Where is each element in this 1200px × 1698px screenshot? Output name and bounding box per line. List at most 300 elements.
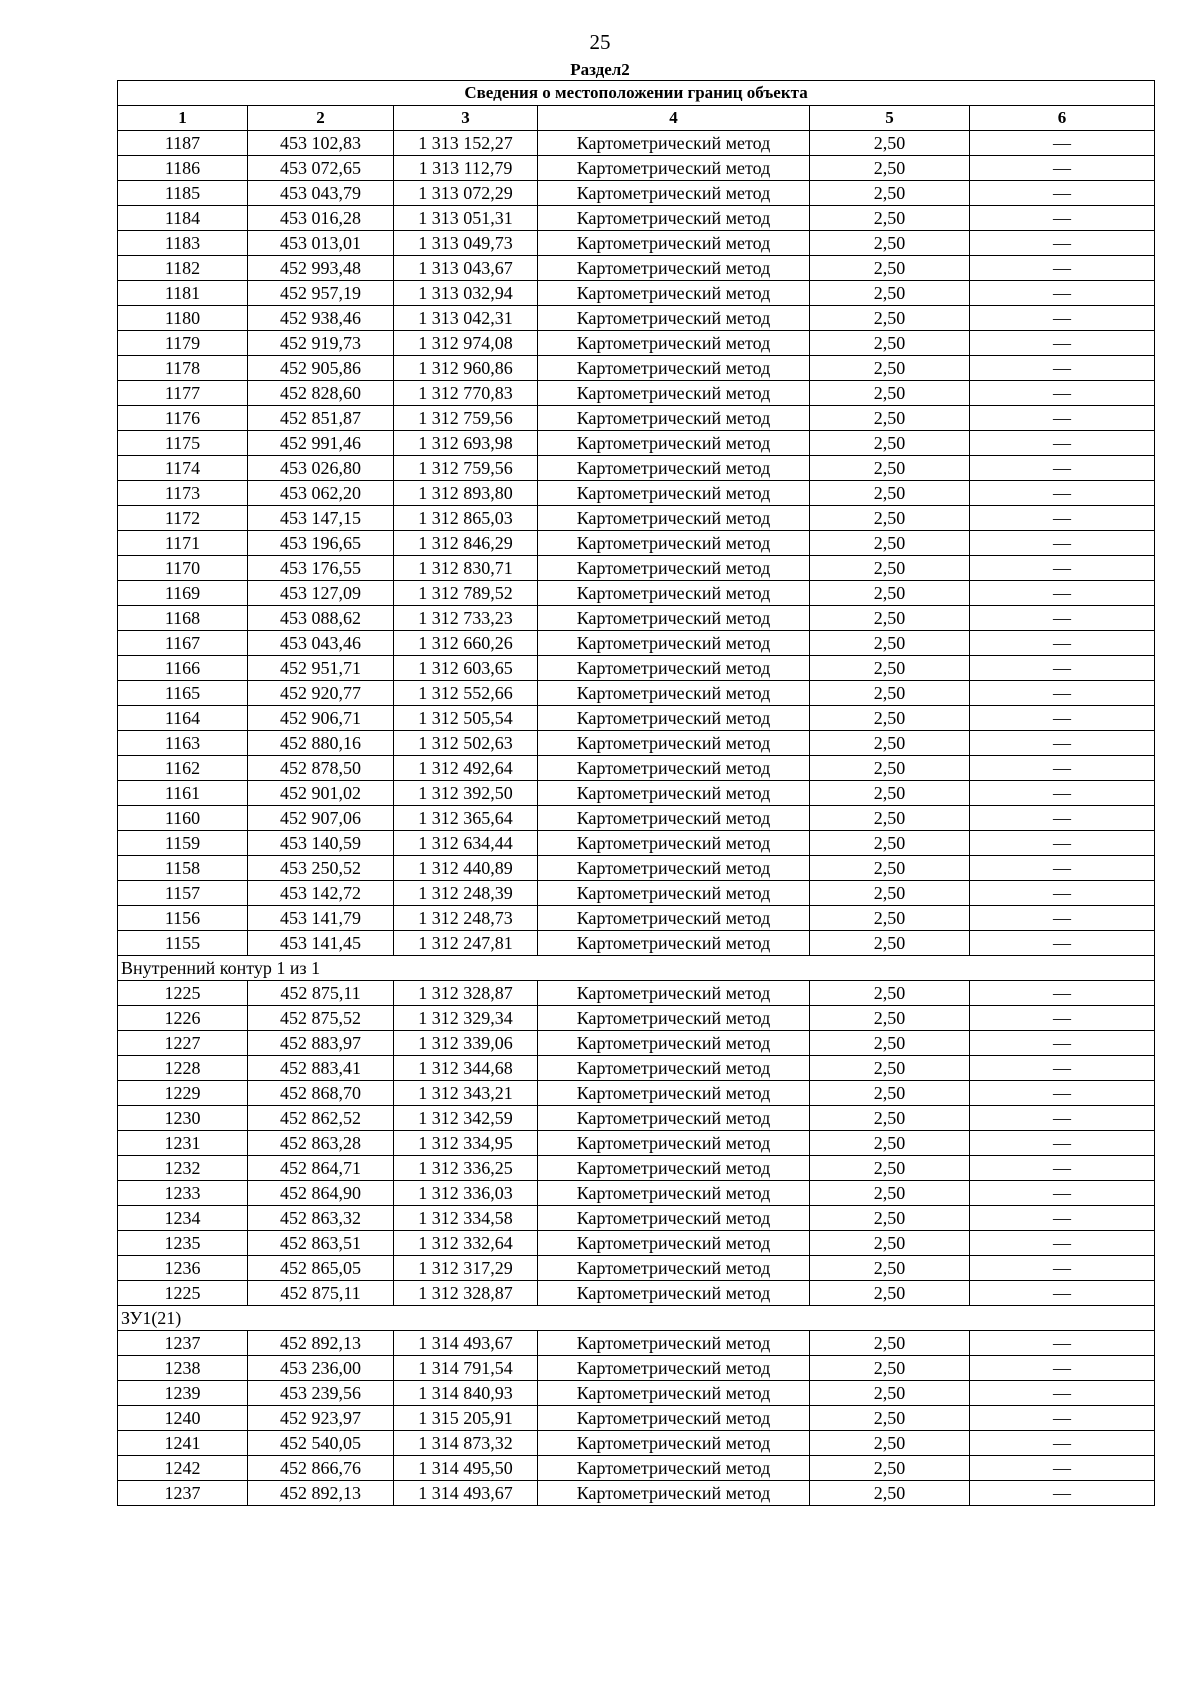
table-cell-col-1: 1226 [118, 1006, 248, 1031]
table-cell-col-5: 2,50 [810, 431, 970, 456]
table-caption-row [118, 81, 1155, 106]
table-cell-col-5: 2,50 [810, 831, 970, 856]
table-cell-col-6: — [970, 606, 1155, 631]
table-cell-col-5: 2,50 [810, 1231, 970, 1256]
table-cell-col-4: Картометрический метод [538, 1056, 810, 1081]
table-cell-col-6: — [970, 931, 1155, 956]
column-number: 3 [394, 106, 538, 131]
table-cell-col-3: 1 314 495,50 [394, 1456, 538, 1481]
table-cell-col-6: — [970, 1356, 1155, 1381]
table-cell-col-2: 453 141,79 [248, 906, 394, 931]
table-cell-col-5: 2,50 [810, 306, 970, 331]
contour-subtitle-row [118, 1306, 1155, 1331]
table-cell-col-3: 1 312 332,64 [394, 1231, 538, 1256]
table-row [118, 231, 1155, 256]
table-cell-col-2: 453 239,56 [248, 1381, 394, 1406]
table-cell-col-2: 453 196,65 [248, 531, 394, 556]
table-cell-col-5: 2,50 [810, 356, 970, 381]
table-row [118, 931, 1155, 956]
table-cell-col-5: 2,50 [810, 656, 970, 681]
table-cell-col-3: 1 312 770,83 [394, 381, 538, 406]
table-cell-col-1: 1163 [118, 731, 248, 756]
table-cell-col-3: 1 313 072,29 [394, 181, 538, 206]
table-cell-col-5: 2,50 [810, 1006, 970, 1031]
table-row [118, 456, 1155, 481]
table-row [118, 881, 1155, 906]
table-cell-col-2: 452 828,60 [248, 381, 394, 406]
table-cell-col-1: 1180 [118, 306, 248, 331]
table-cell-col-5: 2,50 [810, 1356, 970, 1381]
table-cell-col-6: — [970, 181, 1155, 206]
table-cell-col-2: 452 906,71 [248, 706, 394, 731]
table-cell-col-2: 453 140,59 [248, 831, 394, 856]
table-row [118, 1156, 1155, 1181]
table-cell-col-6: — [970, 256, 1155, 281]
table-cell-col-6: — [970, 681, 1155, 706]
table-cell-col-6: — [970, 1231, 1155, 1256]
table-cell-col-3: 1 313 049,73 [394, 231, 538, 256]
table-cell-col-6: — [970, 1006, 1155, 1031]
table-cell-col-2: 452 957,19 [248, 281, 394, 306]
table-cell-col-5: 2,50 [810, 281, 970, 306]
table-cell-col-2: 453 142,72 [248, 881, 394, 906]
table-cell-col-4: Картометрический метод [538, 306, 810, 331]
table-cell-col-3: 1 312 248,73 [394, 906, 538, 931]
table-cell-col-3: 1 313 051,31 [394, 206, 538, 231]
table-cell-col-1: 1239 [118, 1381, 248, 1406]
table-cell-col-3: 1 312 317,29 [394, 1256, 538, 1281]
table-cell-col-5: 2,50 [810, 1156, 970, 1181]
table-cell-col-3: 1 312 336,03 [394, 1181, 538, 1206]
table-cell-col-2: 453 102,83 [248, 131, 394, 156]
table-cell-col-5: 2,50 [810, 156, 970, 181]
table-row [118, 431, 1155, 456]
column-number: 5 [810, 106, 970, 131]
table-cell-col-2: 452 868,70 [248, 1081, 394, 1106]
table-row [118, 206, 1155, 231]
table-cell-col-4: Картометрический метод [538, 1331, 810, 1356]
table-cell-col-5: 2,50 [810, 1206, 970, 1231]
table-cell-col-6: — [970, 1381, 1155, 1406]
table-cell-col-3: 1 312 343,21 [394, 1081, 538, 1106]
table-cell-col-5: 2,50 [810, 981, 970, 1006]
table-cell-col-1: 1229 [118, 1081, 248, 1106]
table-cell-col-3: 1 312 505,54 [394, 706, 538, 731]
table-cell-col-4: Картометрический метод [538, 131, 810, 156]
table-cell-col-6: — [970, 656, 1155, 681]
table-cell-col-5: 2,50 [810, 1481, 970, 1506]
table-cell-col-4: Картометрический метод [538, 1106, 810, 1131]
table-cell-col-1: 1170 [118, 556, 248, 581]
table-cell-col-4: Картометрический метод [538, 906, 810, 931]
table-cell-col-6: — [970, 806, 1155, 831]
table-cell-col-6: — [970, 1181, 1155, 1206]
table-cell-col-6: — [970, 856, 1155, 881]
table-row [118, 406, 1155, 431]
table-cell-col-4: Картометрический метод [538, 1381, 810, 1406]
table-cell-col-4: Картометрический метод [538, 1406, 810, 1431]
table-cell-col-5: 2,50 [810, 906, 970, 931]
column-number: 4 [538, 106, 810, 131]
table-cell-col-3: 1 312 440,89 [394, 856, 538, 881]
table-cell-col-4: Картометрический метод [538, 381, 810, 406]
table-cell-col-6: — [970, 631, 1155, 656]
table-cell-col-1: 1235 [118, 1231, 248, 1256]
table-row [118, 1356, 1155, 1381]
table-cell-col-3: 1 312 893,80 [394, 481, 538, 506]
table-cell-col-4: Картометрический метод [538, 931, 810, 956]
table-cell-col-1: 1157 [118, 881, 248, 906]
table-cell-col-4: Картометрический метод [538, 831, 810, 856]
table-cell-col-4: Картометрический метод [538, 156, 810, 181]
boundary-coordinates-table [117, 80, 1155, 1506]
table-cell-col-3: 1 314 873,32 [394, 1431, 538, 1456]
table-row [118, 731, 1155, 756]
table-cell-col-6: — [970, 1106, 1155, 1131]
table-cell-col-3: 1 312 502,63 [394, 731, 538, 756]
table-cell-col-4: Картометрический метод [538, 1456, 810, 1481]
table-cell-col-4: Картометрический метод [538, 281, 810, 306]
table-row [118, 581, 1155, 606]
table-cell-col-1: 1236 [118, 1256, 248, 1281]
table-cell-col-5: 2,50 [810, 1031, 970, 1056]
table-cell-col-2: 453 072,65 [248, 156, 394, 181]
table-cell-col-1: 1237 [118, 1331, 248, 1356]
table-cell-col-3: 1 312 336,25 [394, 1156, 538, 1181]
table-cell-col-1: 1225 [118, 981, 248, 1006]
table-cell-col-6: — [970, 331, 1155, 356]
table-cell-col-4: Картометрический метод [538, 881, 810, 906]
table-cell-col-3: 1 312 329,34 [394, 1006, 538, 1031]
table-caption: Сведения о местоположении границ объекта [118, 81, 1155, 106]
table-cell-col-2: 453 147,15 [248, 506, 394, 531]
table-cell-col-4: Картометрический метод [538, 231, 810, 256]
table-cell-col-1: 1242 [118, 1456, 248, 1481]
column-number: 1 [118, 106, 248, 131]
table-cell-col-2: 452 919,73 [248, 331, 394, 356]
table-cell-col-4: Картометрический метод [538, 456, 810, 481]
table-cell-col-2: 452 951,71 [248, 656, 394, 681]
table-cell-col-4: Картометрический метод [538, 631, 810, 656]
table-cell-col-3: 1 313 152,27 [394, 131, 538, 156]
table-cell-col-6: — [970, 1206, 1155, 1231]
table-cell-col-2: 452 901,02 [248, 781, 394, 806]
table-cell-col-5: 2,50 [810, 806, 970, 831]
table-cell-col-1: 1240 [118, 1406, 248, 1431]
table-cell-col-4: Картометрический метод [538, 256, 810, 281]
table-cell-col-3: 1 312 492,64 [394, 756, 538, 781]
table-cell-col-5: 2,50 [810, 1131, 970, 1156]
table-cell-col-4: Картометрический метод [538, 506, 810, 531]
table-cell-col-5: 2,50 [810, 506, 970, 531]
table-cell-col-6: — [970, 356, 1155, 381]
table-cell-col-1: 1173 [118, 481, 248, 506]
table-cell-col-4: Картометрический метод [538, 656, 810, 681]
table-cell-col-1: 1178 [118, 356, 248, 381]
table-cell-col-5: 2,50 [810, 456, 970, 481]
table-cell-col-2: 452 863,51 [248, 1231, 394, 1256]
table-cell-col-6: — [970, 731, 1155, 756]
table-cell-col-5: 2,50 [810, 556, 970, 581]
table-cell-col-6: — [970, 456, 1155, 481]
table-cell-col-1: 1233 [118, 1181, 248, 1206]
column-numbers-row [118, 106, 1155, 131]
table-cell-col-3: 1 312 634,44 [394, 831, 538, 856]
table-cell-col-3: 1 312 830,71 [394, 556, 538, 581]
table-cell-col-5: 2,50 [810, 256, 970, 281]
page-number: 25 [589, 30, 611, 54]
table-cell-col-1: 1171 [118, 531, 248, 556]
table-cell-col-5: 2,50 [810, 1331, 970, 1356]
table-cell-col-5: 2,50 [810, 1431, 970, 1456]
table-cell-col-3: 1 312 759,56 [394, 406, 538, 431]
table-cell-col-6: — [970, 1481, 1155, 1506]
table-cell-col-5: 2,50 [810, 1081, 970, 1106]
table-cell-col-6: — [970, 981, 1155, 1006]
table-cell-col-1: 1179 [118, 331, 248, 356]
table-cell-col-3: 1 312 552,66 [394, 681, 538, 706]
table-cell-col-2: 452 865,05 [248, 1256, 394, 1281]
table-cell-col-1: 1176 [118, 406, 248, 431]
table-cell-col-5: 2,50 [810, 631, 970, 656]
table-row [118, 781, 1155, 806]
table-cell-col-4: Картометрический метод [538, 731, 810, 756]
table-body [118, 131, 1155, 1506]
table-cell-col-6: — [970, 481, 1155, 506]
section-title: Раздел2 [570, 60, 630, 79]
table-row [118, 181, 1155, 206]
table-cell-col-1: 1168 [118, 606, 248, 631]
table-cell-col-2: 453 043,79 [248, 181, 394, 206]
table-cell-col-2: 452 875,52 [248, 1006, 394, 1031]
table-cell-col-2: 453 127,09 [248, 581, 394, 606]
table-cell-col-4: Картометрический метод [538, 581, 810, 606]
table-cell-col-5: 2,50 [810, 1256, 970, 1281]
table-cell-col-1: 1182 [118, 256, 248, 281]
table-cell-col-6: — [970, 531, 1155, 556]
table-cell-col-2: 452 864,71 [248, 1156, 394, 1181]
table-cell-col-4: Картометрический метод [538, 606, 810, 631]
table-cell-col-5: 2,50 [810, 581, 970, 606]
contour-subtitle-row [118, 956, 1155, 981]
table-cell-col-5: 2,50 [810, 1456, 970, 1481]
table-cell-col-4: Картометрический метод [538, 356, 810, 381]
table-cell-col-4: Картометрический метод [538, 1231, 810, 1256]
table-row [118, 1081, 1155, 1106]
table-cell-col-3: 1 312 974,08 [394, 331, 538, 356]
table-cell-col-4: Картометрический метод [538, 1181, 810, 1206]
table-cell-col-3: 1 312 334,58 [394, 1206, 538, 1231]
table-cell-col-3: 1 312 865,03 [394, 506, 538, 531]
table-cell-col-6: — [970, 581, 1155, 606]
table-cell-col-2: 452 993,48 [248, 256, 394, 281]
table-cell-col-3: 1 312 603,65 [394, 656, 538, 681]
table-cell-col-4: Картометрический метод [538, 206, 810, 231]
table-cell-col-4: Картометрический метод [538, 756, 810, 781]
table-cell-col-1: 1183 [118, 231, 248, 256]
table-cell-col-5: 2,50 [810, 756, 970, 781]
table-row [118, 706, 1155, 731]
table-cell-col-1: 1177 [118, 381, 248, 406]
table-row [118, 1281, 1155, 1306]
table-cell-col-1: 1166 [118, 656, 248, 681]
table-cell-col-1: 1158 [118, 856, 248, 881]
table-cell-col-4: Картометрический метод [538, 1281, 810, 1306]
table-cell-col-4: Картометрический метод [538, 1006, 810, 1031]
table-cell-col-4: Картометрический метод [538, 706, 810, 731]
table-cell-col-1: 1156 [118, 906, 248, 931]
table-cell-col-2: 452 863,28 [248, 1131, 394, 1156]
table-cell-col-4: Картометрический метод [538, 1156, 810, 1181]
table-cell-col-6: — [970, 431, 1155, 456]
table-cell-col-4: Картометрический метод [538, 1206, 810, 1231]
table-cell-col-2: 452 892,13 [248, 1481, 394, 1506]
table-cell-col-1: 1232 [118, 1156, 248, 1181]
table-row [118, 1431, 1155, 1456]
table-row [118, 856, 1155, 881]
table-cell-col-1: 1230 [118, 1106, 248, 1131]
table-cell-col-1: 1169 [118, 581, 248, 606]
table-row [118, 1456, 1155, 1481]
table-cell-col-6: — [970, 1156, 1155, 1181]
table-row [118, 606, 1155, 631]
table-row [118, 1381, 1155, 1406]
table-row [118, 1131, 1155, 1156]
table-cell-col-5: 2,50 [810, 1381, 970, 1406]
table-cell-col-5: 2,50 [810, 706, 970, 731]
table-cell-col-1: 1162 [118, 756, 248, 781]
table-cell-col-4: Картометрический метод [538, 531, 810, 556]
table-cell-col-1: 1159 [118, 831, 248, 856]
table-cell-col-6: — [970, 706, 1155, 731]
table-row [118, 831, 1155, 856]
table-cell-col-4: Картометрический метод [538, 331, 810, 356]
table-cell-col-1: 1167 [118, 631, 248, 656]
table-cell-col-2: 453 016,28 [248, 206, 394, 231]
table-cell-col-6: — [970, 881, 1155, 906]
table-cell-col-2: 452 938,46 [248, 306, 394, 331]
table-cell-col-5: 2,50 [810, 381, 970, 406]
table-cell-col-3: 1 313 043,67 [394, 256, 538, 281]
table-cell-col-4: Картометрический метод [538, 806, 810, 831]
table-cell-col-3: 1 315 205,91 [394, 1406, 538, 1431]
table-cell-col-2: 453 026,80 [248, 456, 394, 481]
table-cell-col-1: 1172 [118, 506, 248, 531]
table-row [118, 1481, 1155, 1506]
table-cell-col-1: 1241 [118, 1431, 248, 1456]
table-row [118, 1181, 1155, 1206]
table-cell-col-5: 2,50 [810, 1106, 970, 1131]
table-cell-col-3: 1 312 846,29 [394, 531, 538, 556]
table-cell-col-3: 1 313 042,31 [394, 306, 538, 331]
table-cell-col-6: — [970, 556, 1155, 581]
table-cell-col-1: 1181 [118, 281, 248, 306]
table-cell-col-3: 1 312 342,59 [394, 1106, 538, 1131]
table-cell-col-1: 1234 [118, 1206, 248, 1231]
table-cell-col-1: 1186 [118, 156, 248, 181]
table-row [118, 656, 1155, 681]
table-cell-col-4: Картометрический метод [538, 681, 810, 706]
table-cell-col-3: 1 312 789,52 [394, 581, 538, 606]
table-cell-col-3: 1 312 328,87 [394, 1281, 538, 1306]
table-cell-col-5: 2,50 [810, 531, 970, 556]
table-cell-col-1: 1184 [118, 206, 248, 231]
table-cell-col-2: 452 866,76 [248, 1456, 394, 1481]
table-cell-col-3: 1 312 960,86 [394, 356, 538, 381]
table-row [118, 531, 1155, 556]
table-cell-col-2: 452 875,11 [248, 1281, 394, 1306]
table-cell-col-6: — [970, 506, 1155, 531]
table-cell-col-3: 1 312 247,81 [394, 931, 538, 956]
table-row [118, 1331, 1155, 1356]
table-cell-col-2: 452 864,90 [248, 1181, 394, 1206]
table-cell-col-2: 453 236,00 [248, 1356, 394, 1381]
table-cell-col-6: — [970, 306, 1155, 331]
table-cell-col-4: Картометрический метод [538, 431, 810, 456]
contour-subtitle: Внутренний контур 1 из 1 [118, 956, 1155, 981]
table-row [118, 556, 1155, 581]
table-row [118, 156, 1155, 181]
table-cell-col-3: 1 312 328,87 [394, 981, 538, 1006]
table-cell-col-5: 2,50 [810, 206, 970, 231]
table-cell-col-5: 2,50 [810, 606, 970, 631]
table-cell-col-1: 1165 [118, 681, 248, 706]
table-cell-col-2: 453 013,01 [248, 231, 394, 256]
table-cell-col-4: Картометрический метод [538, 781, 810, 806]
table-cell-col-1: 1228 [118, 1056, 248, 1081]
table-cell-col-5: 2,50 [810, 931, 970, 956]
table-cell-col-6: — [970, 1131, 1155, 1156]
table-cell-col-3: 1 312 334,95 [394, 1131, 538, 1156]
table-row [118, 256, 1155, 281]
table-cell-col-4: Картометрический метод [538, 856, 810, 881]
table-cell-col-1: 1227 [118, 1031, 248, 1056]
table-cell-col-1: 1174 [118, 456, 248, 481]
table-cell-col-5: 2,50 [810, 231, 970, 256]
table-cell-col-6: — [970, 1056, 1155, 1081]
table-row [118, 356, 1155, 381]
table-cell-col-6: — [970, 1031, 1155, 1056]
table-cell-col-2: 452 883,97 [248, 1031, 394, 1056]
table-cell-col-2: 453 141,45 [248, 931, 394, 956]
contour-subtitle: ЗУ1(21) [118, 1306, 1155, 1331]
table-cell-col-6: — [970, 406, 1155, 431]
table-row [118, 506, 1155, 531]
table-cell-col-1: 1175 [118, 431, 248, 456]
table-cell-col-2: 452 923,97 [248, 1406, 394, 1431]
table-cell-col-2: 452 920,77 [248, 681, 394, 706]
table-cell-col-2: 453 250,52 [248, 856, 394, 881]
table-cell-col-6: — [970, 381, 1155, 406]
table-cell-col-3: 1 312 660,26 [394, 631, 538, 656]
table-cell-col-6: — [970, 131, 1155, 156]
table-cell-col-5: 2,50 [810, 181, 970, 206]
table-row [118, 806, 1155, 831]
table-cell-col-2: 452 991,46 [248, 431, 394, 456]
table-cell-col-4: Картометрический метод [538, 481, 810, 506]
table-cell-col-6: — [970, 1081, 1155, 1106]
table-row [118, 381, 1155, 406]
table-cell-col-4: Картометрический метод [538, 1356, 810, 1381]
table-row [118, 1231, 1155, 1256]
table-cell-col-5: 2,50 [810, 1281, 970, 1306]
table-cell-col-3: 1 312 248,39 [394, 881, 538, 906]
table-cell-col-1: 1160 [118, 806, 248, 831]
table-cell-col-2: 453 043,46 [248, 631, 394, 656]
table-row [118, 1406, 1155, 1431]
table-cell-col-1: 1225 [118, 1281, 248, 1306]
table-cell-col-6: — [970, 1406, 1155, 1431]
